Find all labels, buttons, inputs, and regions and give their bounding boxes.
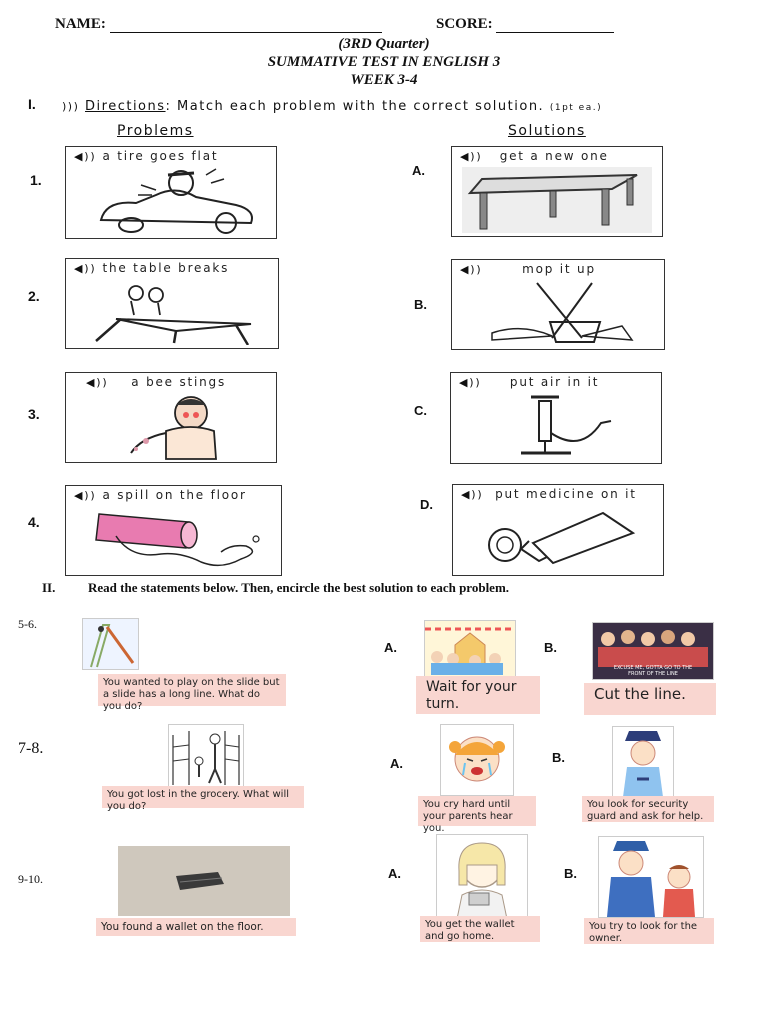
part1-roman: I. [28, 96, 36, 112]
problems-heading: Problems [117, 123, 194, 139]
speaker-icon: ))) [62, 100, 80, 113]
bee-sting-boy-icon [106, 393, 246, 461]
option-label-5-6-a: A. [384, 640, 397, 655]
problem-text-1: a tire goes flat [102, 149, 219, 163]
table-icon [462, 167, 652, 233]
name-label: NAME: [55, 16, 106, 32]
option-label-7-8-b: B. [552, 750, 565, 765]
name-blank[interactable] [110, 18, 382, 33]
solution-text-c: put air in it [509, 375, 600, 389]
police-child-picture [598, 836, 704, 918]
problem-box-1 [65, 146, 277, 239]
week-label: WEEK 3-4 [350, 72, 418, 88]
wallet-floor-picture [118, 846, 290, 916]
score-line [436, 16, 614, 33]
problem-number-4: 4. [28, 514, 40, 530]
item-number-7-8: 7-8. [18, 740, 44, 757]
part1-directions [62, 99, 602, 114]
score-label: SCORE: [436, 16, 493, 32]
solution-box-b [451, 259, 665, 350]
speaker-icon: ◀)) [74, 262, 97, 275]
girl-wallet-picture [436, 834, 528, 920]
option-label-5-6-b: B. [544, 640, 557, 655]
option-b-caption-9-10[interactable]: You try to look for the owner. [584, 918, 714, 944]
quarter-label: (3RD Quarter) [338, 36, 430, 52]
problem-number-1: 1. [30, 172, 42, 188]
directions-word: Directions [85, 99, 166, 114]
problem-box-3 [65, 372, 277, 463]
solution-text-a: get a new one [499, 149, 609, 163]
wait-turn-picture [424, 620, 516, 678]
crying-girl-picture [440, 724, 514, 796]
speaker-icon: ◀)) [74, 489, 97, 502]
problem-caption-7-8: You got lost in the grocery. What will you do? [102, 786, 304, 808]
speaker-icon: ◀)) [86, 376, 109, 389]
problem-box-2 [65, 258, 279, 349]
playground-slide-icon [83, 619, 138, 669]
lost-grocery-picture [168, 724, 244, 788]
option-a-caption-9-10[interactable]: You get the wallet and go home. [420, 916, 540, 942]
item-number-5-6: 5-6. [18, 617, 37, 631]
option-b-caption-7-8[interactable]: You look for security guard and ask for help. [582, 796, 714, 822]
people-in-line-icon [593, 623, 713, 667]
option-a-caption-5-6[interactable]: Wait for your turn. [416, 676, 540, 714]
option-label-9-10-b: B. [564, 866, 577, 881]
speaker-icon: ◀)) [461, 488, 484, 501]
directions-text: : Match each problem with the correct solution. [165, 99, 545, 114]
solutions-heading: Solutions [508, 123, 586, 139]
cut-line-bubble-text: EXCUSE ME, GOTTA GO TO THE FRONT OF THE LINE [613, 665, 693, 677]
air-pump-icon [511, 393, 631, 459]
problem-text-2: the table breaks [102, 261, 230, 275]
crying-girl-icon [441, 725, 513, 795]
solution-box-c [450, 372, 662, 464]
option-a-caption-7-8[interactable]: You cry hard until your parents hear you. [418, 796, 536, 826]
part2-roman: II. [42, 580, 56, 595]
problem-number-3: 3. [28, 406, 40, 422]
security-guard-icon [613, 727, 673, 797]
police-officer-child-icon [599, 837, 703, 917]
part2-instructions: Read the statements below. Then, encircle the best solution to each problem. [88, 580, 510, 595]
solution-text-b: mop it up [522, 262, 596, 276]
children-queue-icon [425, 621, 515, 677]
broken-table-icon [76, 279, 266, 345]
girl-holding-wallet-icon [437, 835, 527, 919]
speaker-icon: ◀)) [460, 263, 483, 276]
cut-line-picture [592, 622, 714, 680]
solution-text-d: put medicine on it [495, 487, 637, 501]
mop-bucket-icon [482, 278, 642, 346]
problem-caption-9-10: You found a wallet on the floor. [96, 918, 296, 936]
solution-box-d [452, 484, 664, 576]
option-label-7-8-a: A. [390, 756, 403, 771]
ointment-tube-icon [473, 505, 653, 571]
problem-number-2: 2. [28, 288, 40, 304]
speaker-icon: ◀)) [460, 150, 483, 163]
solution-letter-c: C. [414, 403, 427, 418]
speaker-icon: ◀)) [74, 150, 97, 163]
name-line [55, 16, 382, 33]
solution-letter-b: B. [414, 297, 427, 312]
problem-caption-5-6: You wanted to play on the slide but a slide has a long line. What do you do? [98, 674, 286, 706]
option-b-caption-5-6[interactable]: Cut the line. [584, 683, 716, 715]
option-label-9-10-a: A. [388, 866, 401, 881]
problem-box-4 [65, 485, 282, 576]
problem-text-4: a spill on the floor [102, 488, 247, 502]
points-note: (1pt ea.) [549, 103, 603, 113]
grocery-aisle-icon [169, 725, 243, 787]
solution-letter-a: A. [412, 163, 425, 178]
solution-letter-d: D. [420, 497, 433, 512]
wallet-icon [118, 846, 290, 916]
speaker-icon: ◀)) [459, 376, 482, 389]
solution-box-a [451, 146, 663, 237]
test-title: SUMMATIVE TEST IN ENGLISH 3 [267, 54, 501, 70]
problem-text-3: a bee stings [131, 375, 227, 389]
spilled-cup-icon [71, 504, 271, 574]
security-guard-picture [612, 726, 674, 798]
flat-tire-car-icon [86, 165, 266, 235]
slide-picture [82, 618, 139, 670]
score-blank[interactable] [496, 18, 614, 33]
item-number-9-10: 9-10. [18, 872, 43, 886]
